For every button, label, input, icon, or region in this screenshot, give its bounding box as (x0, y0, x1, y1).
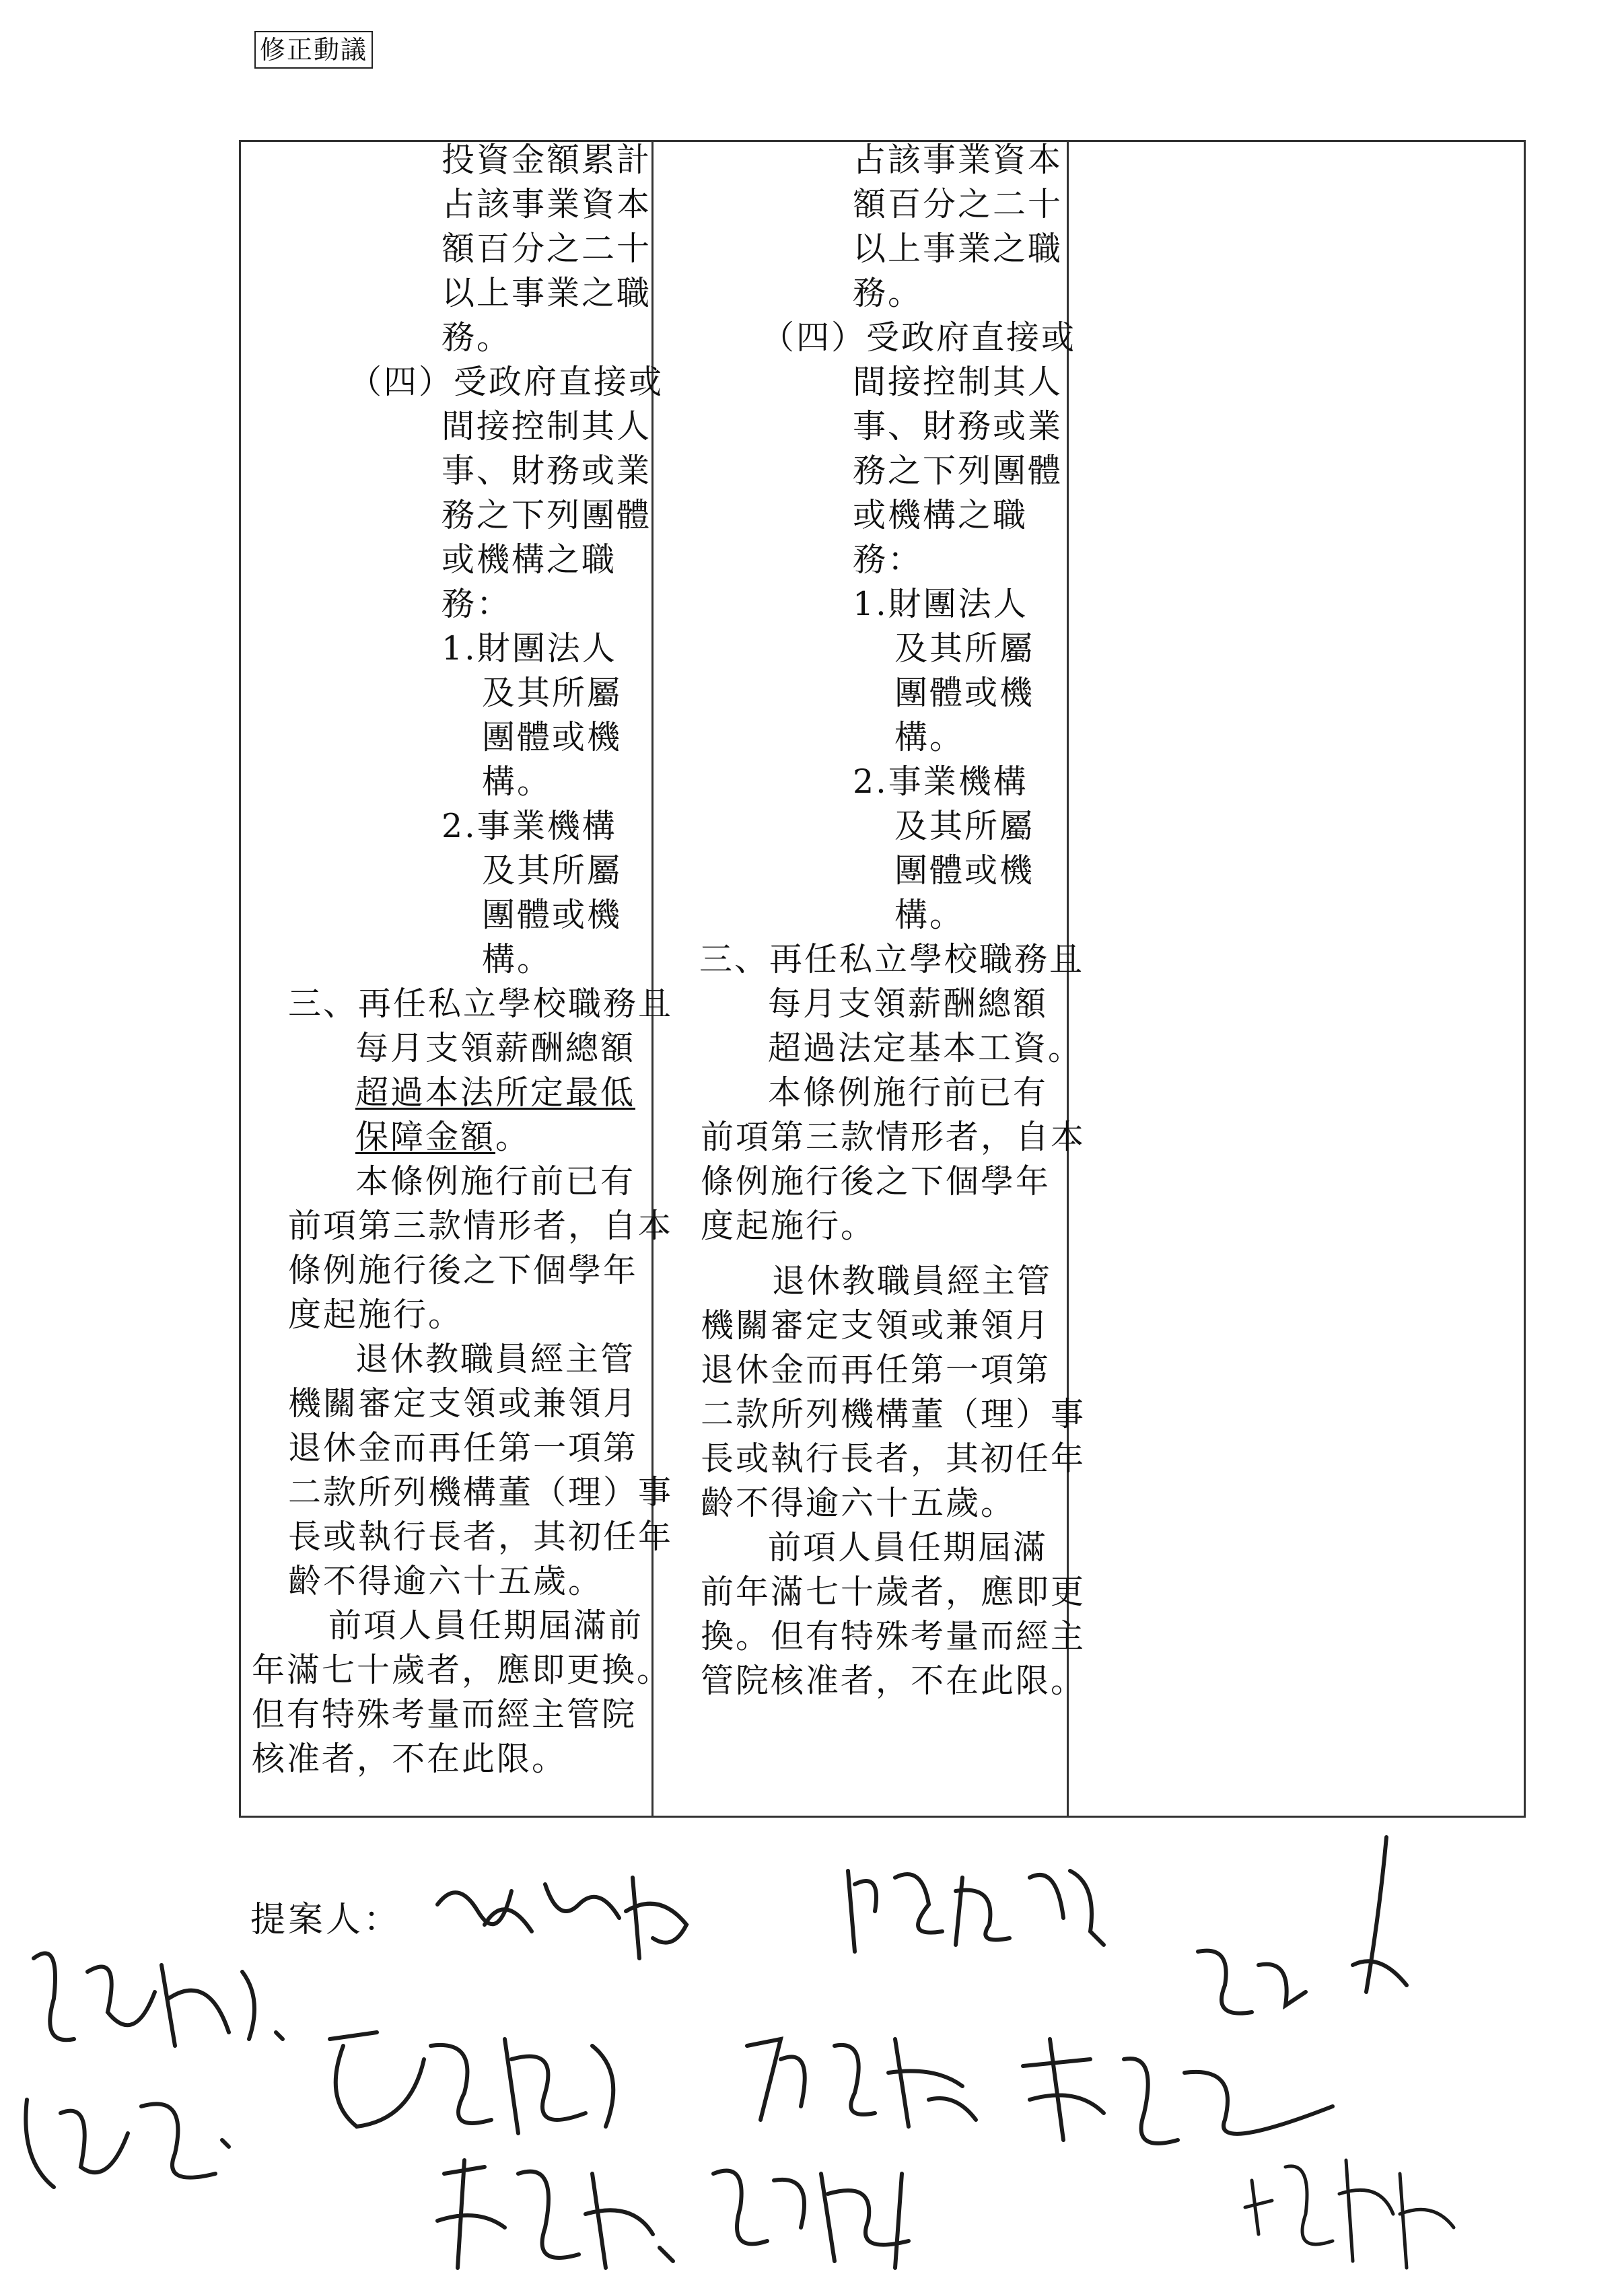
text-line: 間接控制其人 (853, 363, 1063, 401)
text-line: 構。 (482, 940, 553, 978)
text-line: 換。但有特殊考量而經主 (701, 1617, 1086, 1655)
text-line: 及其所屬 (482, 851, 623, 890)
text-line: 條例施行後之下個學年 (701, 1162, 1051, 1201)
explanation-column (1069, 142, 1524, 1816)
text-line: 每月支領薪酬總額 (355, 1029, 636, 1067)
text-line: 退休金而再任第一項第 (288, 1429, 639, 1467)
text-line: 齡不得逾六十五歲。 (288, 1562, 604, 1600)
text-line: 務之下列團體 (853, 452, 1063, 490)
text-line: 及其所屬 (894, 629, 1035, 668)
amended-text-underlined: 保障金額 (355, 1118, 496, 1156)
text-line: 構。 (894, 718, 965, 756)
text-line: 團體或機 (482, 718, 623, 756)
current-text-column (654, 141, 1086, 1816)
text-line: 務： (442, 585, 512, 623)
amendment-comparison-table (239, 140, 1526, 1818)
text-line: 以上事業之職 (442, 274, 652, 312)
text-line: 事、財務或業 (853, 407, 1063, 446)
text-line: 超過法定基本工資。 (768, 1029, 1084, 1067)
handwritten-signature (316, 2019, 633, 2147)
text-line: 1.財團法人 (853, 585, 1028, 623)
text-line: 占該事業資本 (853, 141, 1063, 179)
text-line: （四）受政府直接或 (761, 318, 1077, 357)
text-line: 前項人員任期屆滿 (768, 1528, 1049, 1567)
text-line: 度起施行。 (288, 1295, 464, 1334)
text-line: 構。 (482, 762, 553, 801)
text-line: 。 (495, 1118, 531, 1156)
text-line: 務之下列團體 (442, 496, 652, 534)
text-line: 團體或機 (894, 674, 1035, 712)
handwritten-signature (431, 2147, 713, 2280)
text-line: 2.事業機構 (442, 807, 617, 845)
text-line: 額百分之二十 (442, 229, 652, 268)
text-line (355, 1115, 530, 1160)
text-line: 務。 (442, 318, 512, 357)
text-line: 前項第三款情形者，自本 (288, 1207, 674, 1245)
document-type-label: 修正動議 (254, 31, 373, 69)
text-line: 構。 (894, 896, 965, 934)
handwritten-signature (13, 2073, 256, 2201)
text-line: （四）受政府直接或 (349, 363, 664, 401)
text-line: 前項人員任期屆滿前 (328, 1606, 644, 1645)
text-line: 務。 (853, 274, 923, 312)
text-line: 核准者，不在此限。 (252, 1740, 567, 1778)
text-line: 度起施行。 (701, 1207, 876, 1245)
amended-text-underlined: 超過本法所定最低 (355, 1073, 636, 1112)
text-line: 前項第三款情形者，自本 (701, 1118, 1086, 1156)
text-line: 或機構之職 (853, 496, 1028, 534)
text-line: 長或執行長者，其初任年 (701, 1439, 1086, 1478)
text-line: 2.事業機構 (853, 762, 1028, 801)
text-line: 本條例施行前已有 (768, 1073, 1049, 1112)
handwritten-signature (20, 1931, 303, 2066)
text-line: 每月支領薪酬總額 (768, 985, 1049, 1023)
text-line: 齡不得逾六十五歲。 (701, 1484, 1016, 1522)
text-line: 1.財團法人 (442, 629, 617, 668)
text-line: 年滿七十歲者，應即更換。 (252, 1651, 672, 1689)
text-line: 管院核准者，不在此限。 (701, 1662, 1086, 1700)
text-line: 投資金額累計 (442, 141, 652, 179)
text-line: 及其所屬 (894, 807, 1035, 845)
text-line: 及其所屬 (482, 674, 623, 712)
amended-text-column (241, 141, 674, 1816)
text-line: 條例施行後之下個學年 (288, 1251, 639, 1289)
text-line: 但有特殊考量而經主管院 (252, 1695, 637, 1734)
text-line: 三、再任私立學校職務且 (288, 985, 674, 1023)
handwritten-signature (700, 2147, 929, 2275)
text-line: 間接控制其人 (442, 407, 652, 446)
text-line: 退休教職員經主管 (355, 1340, 636, 1378)
handwritten-signature (740, 2019, 983, 2133)
text-line: 額百分之二十 (853, 185, 1063, 223)
handwritten-signature (1238, 2140, 1460, 2275)
text-line: 退休教職員經主管 (772, 1262, 1053, 1300)
text-line: 退休金而再任第一項第 (701, 1351, 1051, 1389)
text-line: 長或執行長者，其初任年 (288, 1518, 674, 1556)
text-line: 機關審定支領或兼領月 (288, 1384, 639, 1423)
text-line: 二款所列機構董（理）事 (701, 1395, 1086, 1433)
text-line: 以上事業之職 (853, 229, 1063, 268)
text-line: 或機構之職 (442, 540, 617, 579)
text-line: 事、財務或業 (442, 452, 652, 490)
text-line: 三、再任私立學校職務且 (699, 940, 1085, 978)
text-line: 團體或機 (482, 896, 623, 934)
proposer-label: 提案人： (250, 1900, 402, 1940)
text-line: 占該事業資本 (442, 185, 652, 223)
text-line: 團體或機 (894, 851, 1035, 890)
text-line: 前年滿七十歲者，應即更 (701, 1573, 1086, 1611)
text-line: 本條例施行前已有 (355, 1162, 636, 1201)
proposer-signatures (0, 1830, 1624, 2280)
text-line: 二款所列機構董（理）事 (288, 1473, 674, 1511)
text-line: 機關審定支領或兼領月 (701, 1306, 1051, 1345)
text-line: 務： (853, 540, 923, 579)
handwritten-signature (431, 1864, 713, 1972)
